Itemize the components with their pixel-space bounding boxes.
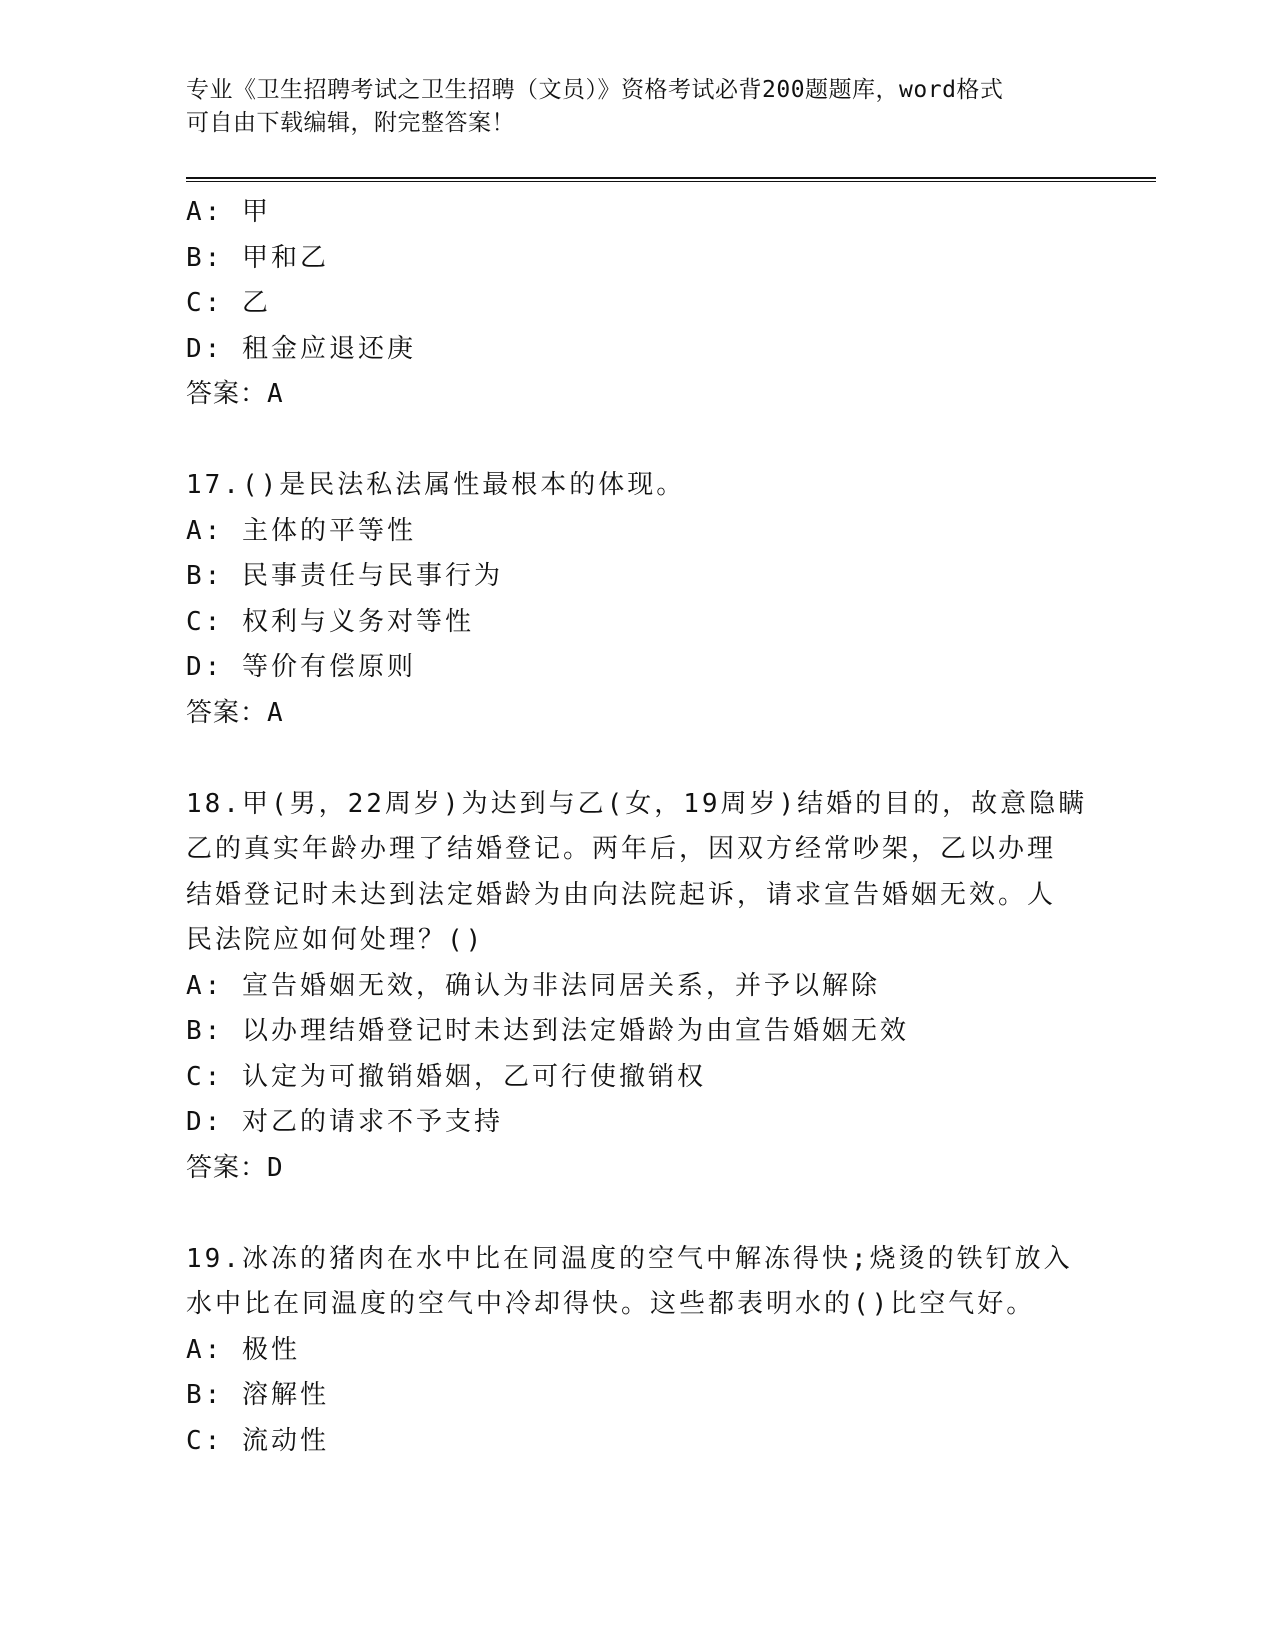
question-text-line-2: 水中比在同温度的空气中冷却得快。这些都表明水的()比空气好。: [186, 1289, 1036, 1319]
question-text-line-2: 乙的真实年龄办理了结婚登记。两年后，因双方经常吵架，乙以办理: [186, 834, 1057, 864]
document-header: [186, 74, 1066, 140]
option-b: B: 民事责任与民事行为: [186, 561, 503, 591]
option-b: B: 溶解性: [186, 1380, 329, 1410]
answer: 答案：D: [186, 1152, 284, 1183]
spacer: [186, 736, 1086, 782]
option-c: C: 权利与义务对等性: [186, 606, 474, 637]
question-text-line-1: 18.甲(男，22周岁)为达到与乙(女，19周岁)结婚的目的，故意隐瞒: [186, 788, 1088, 819]
header-divider-thin: [186, 181, 1156, 182]
question-text-line-3: 结婚登记时未达到法定婚龄为由向法院起诉，请求宣告婚姻无效。人: [186, 879, 1057, 910]
option-d: D: 租金应退还庚: [186, 333, 416, 364]
option-b: B: 甲和乙: [186, 242, 329, 273]
header-line-2: 可自由下载编辑，附完整答案！: [186, 110, 515, 136]
question-text: 17.()是民法私法属性最根本的体现。: [186, 470, 686, 500]
option-c: C: 乙: [186, 288, 271, 318]
spacer: [186, 418, 1086, 464]
question-17: [186, 463, 1086, 736]
question-16-continued: [186, 190, 1086, 418]
question-text-line-4: 民法院应如何处理？(): [186, 925, 485, 955]
option-a: A: 甲: [186, 197, 271, 227]
option-c: C: 流动性: [186, 1425, 329, 1456]
option-d: D: 对乙的请求不予支持: [186, 1107, 503, 1137]
option-c: C: 认定为可撤销婚姻，乙可行使撤销权: [186, 1061, 706, 1092]
answer: 答案：A: [186, 379, 284, 409]
spacer: [186, 1191, 1086, 1237]
option-a: A: 宣告婚姻无效，确认为非法同居关系，并予以解除: [186, 970, 880, 1001]
question-19: [186, 1237, 1086, 1465]
question-list: [186, 190, 1086, 1464]
question-18: [186, 782, 1086, 1192]
option-b: B: 以办理结婚登记时未达到法定婚龄为由宣告婚姻无效: [186, 1016, 909, 1046]
header-divider-thick: [186, 177, 1156, 179]
question-text-line-1: 19.冰冻的猪肉在水中比在同温度的空气中解冻得快;烧烫的铁钉放入: [186, 1243, 1073, 1274]
option-a: A: 主体的平等性: [186, 515, 416, 546]
option-a: A: 极性: [186, 1334, 300, 1365]
answer: 答案：A: [186, 697, 284, 728]
header-line-1: 专业《卫生招聘考试之卫生招聘（文员）》资格考试必背200题题库，word格式: [186, 77, 1004, 103]
option-d: D: 等价有偿原则: [186, 652, 416, 682]
